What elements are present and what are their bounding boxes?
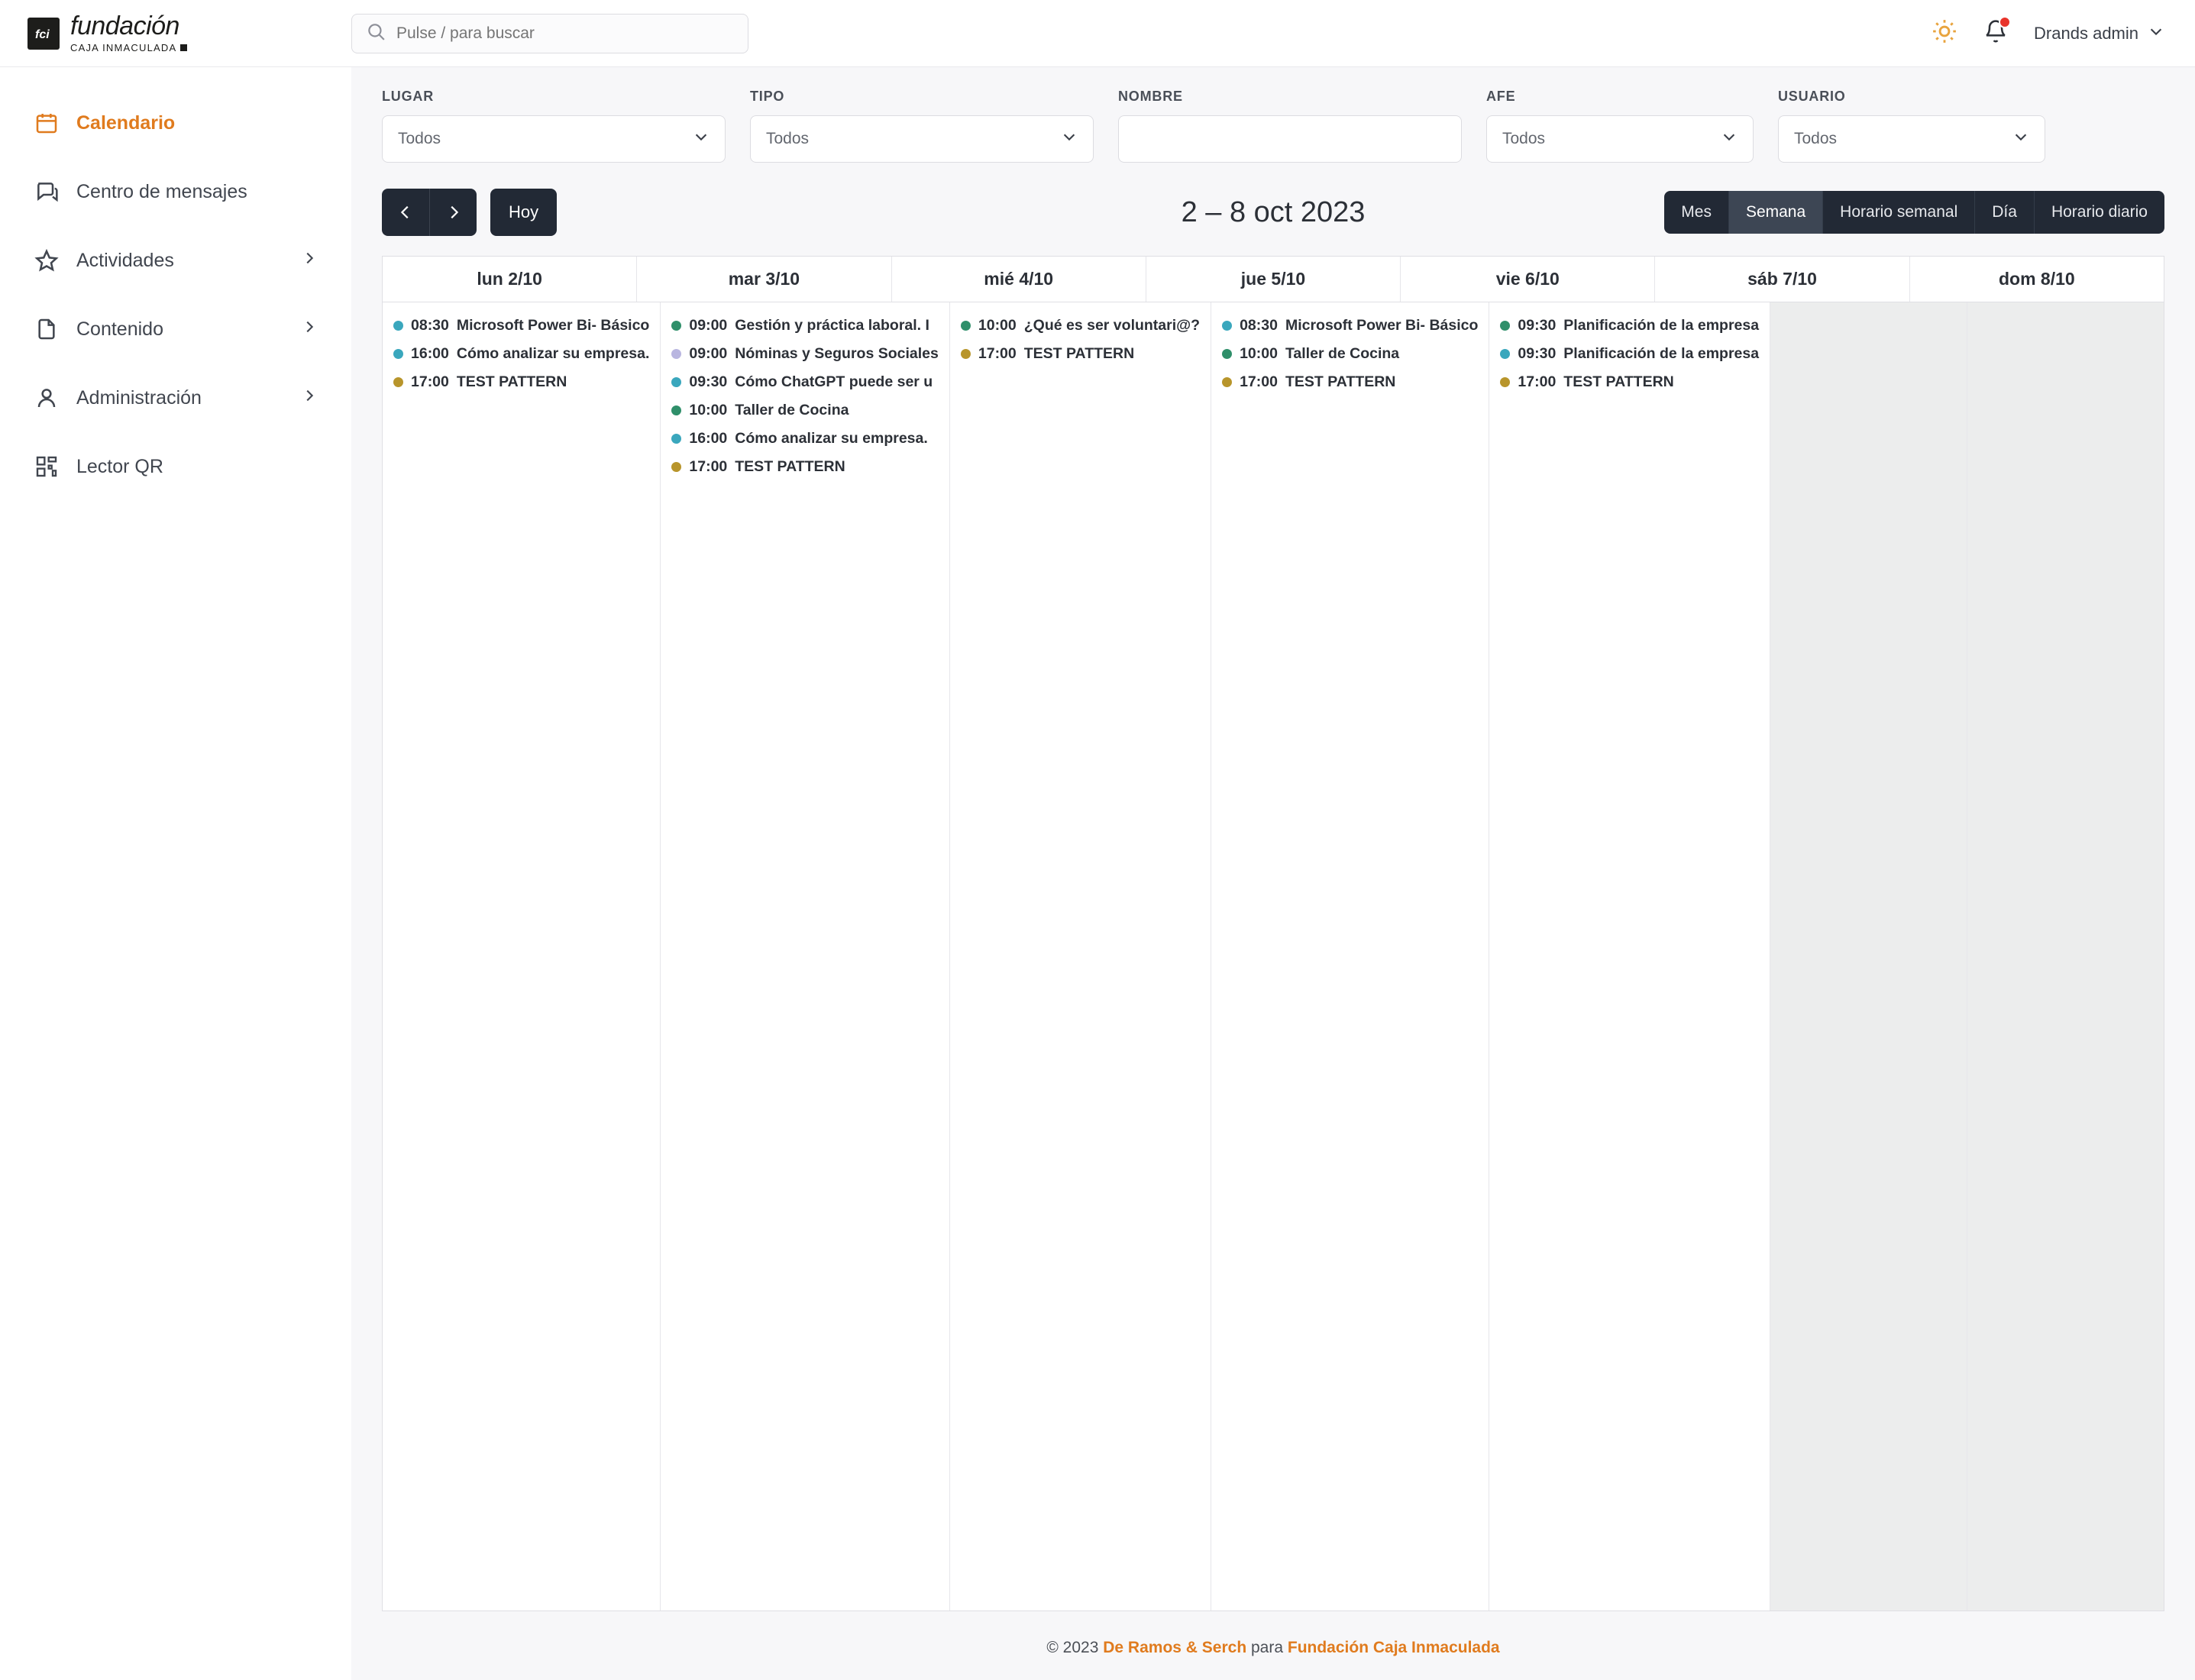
brand-name: fundación bbox=[70, 11, 179, 40]
event-title: ¿Qué es ser voluntari@? bbox=[1023, 317, 1201, 334]
calendar-event[interactable] bbox=[1217, 368, 1482, 396]
chevron-down-icon bbox=[1061, 128, 1078, 150]
view-horario-semanal[interactable]: Horario semanal bbox=[1823, 191, 1975, 234]
event-color-dot bbox=[393, 377, 403, 387]
event-time: 09:30 bbox=[1518, 317, 1557, 334]
event-time: 10:00 bbox=[1240, 345, 1278, 362]
event-color-dot bbox=[1500, 349, 1510, 359]
footer-author-link[interactable]: De Ramos & Serch bbox=[1103, 1639, 1247, 1656]
event-title: TEST PATTERN bbox=[1285, 373, 1396, 390]
calendar-event[interactable] bbox=[389, 340, 654, 368]
calendar-event[interactable] bbox=[1217, 340, 1482, 368]
event-time: 09:00 bbox=[689, 345, 728, 362]
top-bar bbox=[0, 0, 2195, 67]
filter-label: NOMBRE bbox=[1118, 89, 1183, 104]
event-color-dot bbox=[671, 349, 681, 359]
brand-subtitle: CAJA INMACULADA bbox=[70, 42, 187, 53]
filter-lugar bbox=[382, 89, 726, 163]
chevron-right-icon bbox=[301, 250, 318, 272]
event-time: 09:00 bbox=[689, 317, 728, 334]
day-column-mar[interactable] bbox=[661, 302, 949, 1611]
calendar-event[interactable] bbox=[667, 396, 942, 425]
brand-mark-icon bbox=[27, 18, 60, 50]
tipo-select[interactable] bbox=[750, 115, 1094, 163]
event-title: Cómo analizar su empresa. bbox=[735, 430, 928, 447]
calendar-event[interactable] bbox=[956, 340, 1204, 368]
afe-select[interactable] bbox=[1486, 115, 1754, 163]
event-time: 17:00 bbox=[689, 458, 728, 475]
lugar-value: Todos bbox=[398, 130, 441, 147]
event-title: TEST PATTERN bbox=[456, 373, 567, 390]
day-header: lun 2/10 bbox=[383, 257, 637, 302]
day-column-dom[interactable] bbox=[1967, 302, 2164, 1611]
event-time: 10:00 bbox=[689, 402, 728, 418]
view-mes[interactable]: Mes bbox=[1664, 191, 1729, 234]
user-name: Drands admin bbox=[2034, 23, 2138, 43]
event-title: Microsoft Power Bi- Básico bbox=[456, 317, 650, 334]
event-title: Gestión y práctica laboral. I bbox=[735, 317, 929, 334]
calendar-event[interactable] bbox=[956, 312, 1204, 340]
filter-label: LUGAR bbox=[382, 89, 434, 104]
event-title: TEST PATTERN bbox=[1023, 345, 1135, 362]
document-icon bbox=[34, 316, 60, 342]
sidebar-item-label: Administración bbox=[76, 386, 202, 409]
usuario-value: Todos bbox=[1794, 130, 1838, 147]
sidebar-item-label: Actividades bbox=[76, 249, 174, 271]
event-color-dot bbox=[961, 321, 971, 331]
day-header: mié 4/10 bbox=[892, 257, 1146, 302]
svg-text:fci: fci bbox=[35, 27, 50, 41]
event-time: 17:00 bbox=[411, 373, 449, 390]
filter-usuario bbox=[1778, 89, 2045, 163]
event-color-dot bbox=[671, 405, 681, 415]
user-menu[interactable] bbox=[2034, 23, 2164, 44]
event-title: TEST PATTERN bbox=[1563, 373, 1674, 390]
event-color-dot bbox=[1500, 377, 1510, 387]
notification-badge bbox=[1999, 16, 2011, 28]
sidebar-item-administracion[interactable] bbox=[0, 363, 351, 432]
day-header: vie 6/10 bbox=[1401, 257, 1655, 302]
chevron-right-icon bbox=[301, 387, 318, 409]
event-time: 09:30 bbox=[689, 373, 728, 390]
sidebar-item-label: Contenido bbox=[76, 318, 163, 340]
sun-icon[interactable] bbox=[1932, 18, 1957, 48]
day-header: dom 8/10 bbox=[1998, 269, 2075, 289]
event-title: Nóminas y Seguros Sociales bbox=[735, 345, 939, 362]
day-header: jue 5/10 bbox=[1146, 257, 1401, 302]
calendar-event[interactable] bbox=[667, 312, 942, 340]
event-time: 17:00 bbox=[1518, 373, 1557, 390]
event-title: Planificación de la empresa bbox=[1563, 345, 1760, 362]
prev-period-button[interactable] bbox=[382, 189, 429, 236]
event-color-dot bbox=[671, 377, 681, 387]
brand-logo[interactable] bbox=[0, 13, 351, 53]
chevron-down-icon bbox=[693, 128, 710, 150]
chevron-right-icon bbox=[301, 318, 318, 341]
calendar-event[interactable] bbox=[1495, 340, 1763, 368]
usuario-select[interactable] bbox=[1778, 115, 2045, 163]
next-period-button[interactable] bbox=[429, 189, 477, 236]
today-button[interactable]: Hoy bbox=[490, 189, 557, 236]
day-header: mar 3/10 bbox=[637, 257, 891, 302]
event-title: Planificación de la empresa bbox=[1563, 317, 1760, 334]
calendar-toolbar bbox=[382, 189, 2164, 236]
event-time: 16:00 bbox=[689, 430, 728, 447]
event-color-dot bbox=[671, 434, 681, 444]
footer bbox=[382, 1611, 2164, 1680]
event-title: Cómo ChatGPT puede ser u bbox=[735, 373, 933, 390]
sidebar bbox=[0, 67, 351, 1680]
chevron-down-icon bbox=[2012, 128, 2029, 150]
bell-icon[interactable] bbox=[1983, 19, 2008, 47]
calendar-header-row bbox=[383, 257, 2164, 302]
day-header: sáb 7/10 bbox=[1655, 257, 1909, 302]
filter-afe bbox=[1486, 89, 1754, 163]
event-title: TEST PATTERN bbox=[735, 458, 845, 475]
calendar-event[interactable] bbox=[667, 425, 942, 453]
day-column-vie[interactable] bbox=[1489, 302, 1770, 1611]
filter-label: TIPO bbox=[750, 89, 785, 104]
sidebar-item-calendario[interactable] bbox=[0, 89, 351, 157]
event-title: Taller de Cocina bbox=[1285, 345, 1400, 362]
event-color-dot bbox=[1222, 349, 1232, 359]
sidebar-item-label: Lector QR bbox=[76, 455, 163, 477]
event-title: Microsoft Power Bi- Básico bbox=[1285, 317, 1479, 334]
afe-value: Todos bbox=[1502, 130, 1546, 147]
user-icon bbox=[34, 385, 60, 411]
calendar-event[interactable] bbox=[1495, 312, 1763, 340]
event-color-dot bbox=[1500, 321, 1510, 331]
footer-copyright: © 2023 bbox=[1046, 1639, 1099, 1656]
day-column-jue[interactable] bbox=[1211, 302, 1489, 1611]
topbar-actions bbox=[1932, 18, 2164, 48]
event-color-dot bbox=[1222, 377, 1232, 387]
calendar-event[interactable] bbox=[1495, 368, 1763, 396]
event-title: Cómo analizar su empresa. bbox=[456, 345, 650, 362]
calendar-event[interactable] bbox=[667, 453, 942, 481]
sidebar-item-centro-de-mensajes[interactable] bbox=[0, 157, 351, 226]
calendar-event[interactable] bbox=[667, 368, 942, 396]
main-content bbox=[351, 67, 2195, 1680]
search-input[interactable] bbox=[396, 24, 734, 43]
sidebar-item-lector-qr[interactable] bbox=[0, 432, 351, 501]
sidebar-item-label: Calendario bbox=[76, 111, 176, 134]
calendar-event[interactable] bbox=[1217, 312, 1482, 340]
filter-label: AFE bbox=[1486, 89, 1516, 104]
filter-nombre bbox=[1118, 89, 1462, 163]
calendar-icon bbox=[34, 110, 60, 136]
tipo-value: Todos bbox=[766, 130, 810, 147]
sidebar-item-contenido[interactable] bbox=[0, 295, 351, 363]
event-color-dot bbox=[961, 349, 971, 359]
filter-tipo bbox=[750, 89, 1094, 163]
event-time: 17:00 bbox=[978, 345, 1017, 362]
event-color-dot bbox=[1222, 321, 1232, 331]
chat-icon bbox=[34, 179, 60, 205]
day-column-lun[interactable] bbox=[383, 302, 661, 1611]
event-color-dot bbox=[393, 349, 403, 359]
calendar-event[interactable] bbox=[667, 340, 942, 368]
nombre-input[interactable] bbox=[1118, 115, 1462, 163]
event-time: 17:00 bbox=[1240, 373, 1278, 390]
event-time: 09:30 bbox=[1518, 345, 1557, 362]
chevron-down-icon bbox=[2148, 23, 2164, 44]
day-column-sab[interactable] bbox=[1770, 302, 1967, 1611]
star-icon bbox=[34, 247, 60, 273]
search-box[interactable] bbox=[351, 14, 748, 53]
event-color-dot bbox=[393, 321, 403, 331]
view-switcher bbox=[1664, 191, 2164, 234]
footer-org-link[interactable]: Fundación Caja Inmaculada bbox=[1287, 1639, 1500, 1656]
event-color-dot bbox=[671, 462, 681, 472]
footer-middle: para bbox=[1251, 1639, 1284, 1656]
lugar-select[interactable] bbox=[382, 115, 726, 163]
date-nav bbox=[382, 189, 477, 236]
filter-bar bbox=[382, 67, 2164, 163]
view-semana[interactable]: Semana bbox=[1729, 191, 1823, 234]
event-time: 08:30 bbox=[411, 317, 449, 334]
sidebar-item-actividades[interactable] bbox=[0, 226, 351, 295]
sidebar-item-label: Centro de mensajes bbox=[76, 180, 247, 202]
calendar-event[interactable] bbox=[389, 312, 654, 340]
event-time: 08:30 bbox=[1240, 317, 1278, 334]
day-column-mie[interactable] bbox=[950, 302, 1211, 1611]
chevron-down-icon bbox=[1721, 128, 1738, 150]
view-dia[interactable]: Día bbox=[1975, 191, 2035, 234]
view-horario-diario[interactable]: Horario diario bbox=[2035, 191, 2164, 234]
filter-label: USUARIO bbox=[1778, 89, 1846, 104]
date-range-title: 2 – 8 oct 2023 bbox=[1181, 195, 1366, 228]
calendar-body bbox=[383, 302, 2164, 1611]
calendar-grid bbox=[382, 256, 2164, 1611]
event-title: Taller de Cocina bbox=[735, 402, 849, 418]
search-icon bbox=[366, 21, 386, 45]
calendar-event[interactable] bbox=[389, 368, 654, 396]
qr-icon bbox=[34, 454, 60, 480]
event-time: 10:00 bbox=[978, 317, 1017, 334]
event-color-dot bbox=[671, 321, 681, 331]
event-time: 16:00 bbox=[411, 345, 449, 362]
